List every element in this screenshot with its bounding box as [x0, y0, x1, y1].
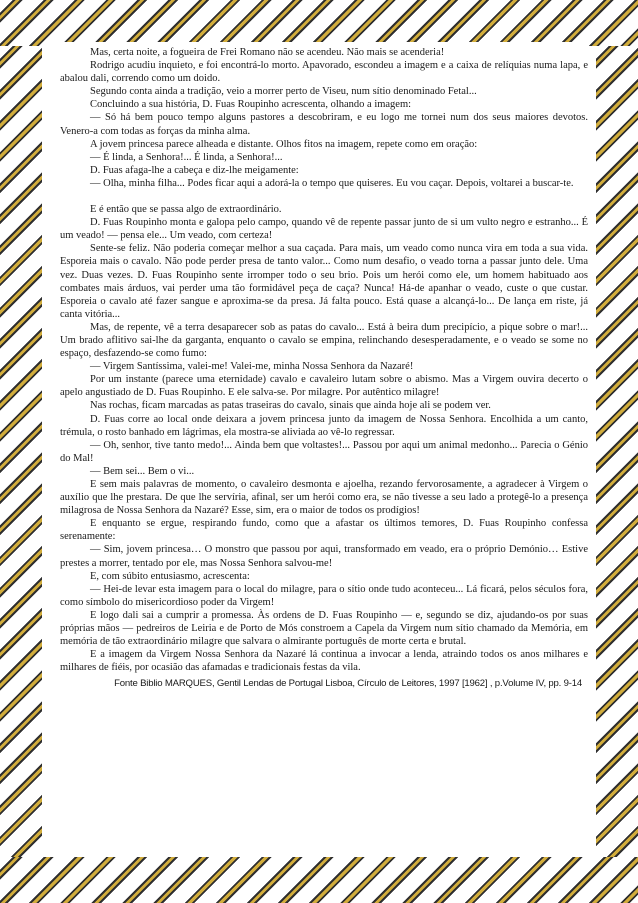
- paragraph: E sem mais palavras de momento, o cavaleiro desmonta e ajoelha, rezando fervorosamente, a agradecer à Virgem o auxílio que lhe prestara. De que lhe servíria, afinal, ser um herói como era, se não tivesse a seu lado a protegê-lo a presença milagrosa de Nossa Senhora da Nazaré? Esse, sim, era o maior de todos os prodígios!: [60, 479, 588, 517]
- paragraph: E, com súbito entusiasmo, acrescenta:: [90, 570, 250, 582]
- paragraph: — Olha, minha filha... Podes ficar aqui a adorá-la o tempo que quiseres. Eu vou caçar. Depois, voltarei a buscar-te.: [90, 177, 574, 189]
- paragraph: D. Fuas afaga-lhe a cabeça e diz-lhe meigamente:: [90, 164, 299, 176]
- pencil-border-right: [596, 46, 638, 857]
- paragraph: — Oh, senhor, tive tanto medo!... Ainda bem que voltastes!... Passou por aqui um animal medonho... Parecia o Génio do Mal!: [60, 439, 588, 464]
- paragraph: — Sim, jovem princesa… O monstro que passou por aqui, transformado em veado, era o próprio Demónio… Estive prestes a morrer, tentado por ele, mas Nossa Senhora salvou-me!: [60, 544, 588, 569]
- paragraph: Concluindo a sua história, D. Fuas Roupinho acrescenta, olhando a imagem:: [90, 99, 412, 111]
- paragraph: Mas, de repente, vê a terra desaparecer sob as patas do cavalo... Está à beira dum precipício, a pique sobre o mar!... Um brado aflitivo sai-lhe da garganta, enquanto o cavalo se empina, relinchando desesperadamente, e o veado se some no espaço, desfazendo-se como fumo:: [60, 321, 588, 360]
- paragraph: — Hei-de levar esta imagem para o local do milagre, para o sítio onde tudo aconteceu... Lá ficará, pelos séculos fora, como símbolo do misericordioso poder da Virgem!: [60, 583, 588, 608]
- paragraph: Por um instante (parece uma eternidade) cavalo e cavaleiro lutam sobre o abismo. Mas a Virgem ouvira decerto o apelo angustiado de D. Fuas Roupinho. E ele salva-se. Por milagre. Por autêntico milagre!: [60, 374, 588, 399]
- paragraph: E a imagem da Virgem Nossa Senhora da Nazaré lá continua a invocar a lenda, atraindo todos os anos milhares e milhares de fiéis, por ocasião das afamadas e tradicionais festas da vila.: [60, 649, 588, 674]
- paragraph: A jovem princesa parece alheada e distante. Olhos fitos na imagem, repete como em oração:: [90, 138, 478, 150]
- paragraph: D. Fuas corre ao local onde deixara a jovem princesa junto da imagem de Nossa Senhora. Encolhida a um canto, trémula, o rosto banhado em lágrimas, ela mostra-se aliviada ao vê-lo regressar.: [60, 413, 588, 438]
- pencil-border-bottom: [0, 857, 638, 903]
- paragraph: E enquanto se ergue, respirando fundo, como que a afastar os últimos temores, D. Fuas Roupinho confessa serenamente:: [60, 518, 588, 543]
- paragraph: Sente-se feliz. Não poderia começar melhor a sua caçada. Para mais, um veado como nunca vira em toda a sua vida. Esporeia mais o cavalo. Não pode perder presa de tanto valor... Como num desafio, o veado torna a passar junto dele. Uma vez. Duas vezes. D. Fuas Roupinho sente irromper todo o seu brio. Pois um herói como ele, um homem habituado aos combates mais árduos, vai perder uma tão formidável peça de caça? Nunca! Há-de apanhar o veado, custe o que custar. Esporeia o cavalo até fazer sangue e aproxima-se da presa. Já falta pouco. Está quase a alcançá-lo... De lança em riste, já canta vitória...: [60, 243, 588, 320]
- paragraph: — Bem sei... Bem o vi...: [90, 465, 195, 477]
- paragraph: — Só há bem pouco tempo alguns pastores a descobriram, e eu logo me tornei num dos seus maiores devotos. Venero-a com todas as forças da minha alma.: [60, 112, 588, 137]
- paragraph: Segundo conta ainda a tradição, veio a morrer perto de Viseu, num sítio denominado Fetal...: [90, 86, 477, 98]
- document-body: [60, 46, 588, 691]
- paragraph: D. Fuas Roupinho monta e galopa pelo campo, quando vê de repente passar junto de si um vulto negro e estranho... É um veado! — pensa ele... Um veado, com certeza!: [60, 217, 588, 242]
- paragraph: Nas rochas, ficam marcadas as patas traseiras do cavalo, sinais que ainda hoje ali se podem ver.: [90, 400, 491, 412]
- paragraph: Mas, certa noite, a fogueira de Frei Romano não se acendeu. Não mais se acenderia!: [90, 47, 445, 58]
- source-citation: Fonte Biblio MARQUES, Gentil Lendas de Portugal Lisboa, Círculo de Leitores, 1997 [1962] , p.Volume IV, pp. 9-14: [114, 678, 582, 690]
- paragraph: — É linda, a Senhora!... É linda, a Senhora!...: [90, 151, 283, 163]
- pencil-border-top: [0, 0, 638, 46]
- paragraph: E é então que se passa algo de extraordinário.: [90, 204, 282, 216]
- pencil-border-left: [0, 46, 42, 857]
- paragraph: Rodrigo acudiu inquieto, e foi encontrá-lo morto. Apavorado, escondeu a imagem e a caixa de relíquias numa lapa, e abalou dali, correndo como um doido.: [60, 60, 588, 85]
- paragraph: — Virgem Santíssima, valei-me! Valei-me, minha Nossa Senhora da Nazaré!: [90, 361, 414, 373]
- paragraph: E logo dali sai a cumprir a promessa. Às ordens de D. Fuas Roupinho — e, segundo se diz, ajudando-os por suas próprias mãos — pedreiros de Leiria e de Porto de Mós constroem a Capela da Virgem num sítio chamado da Memória, em memória de tão extraordinário milagre que salvara o almirante português de morte certa e brutal.: [60, 609, 588, 648]
